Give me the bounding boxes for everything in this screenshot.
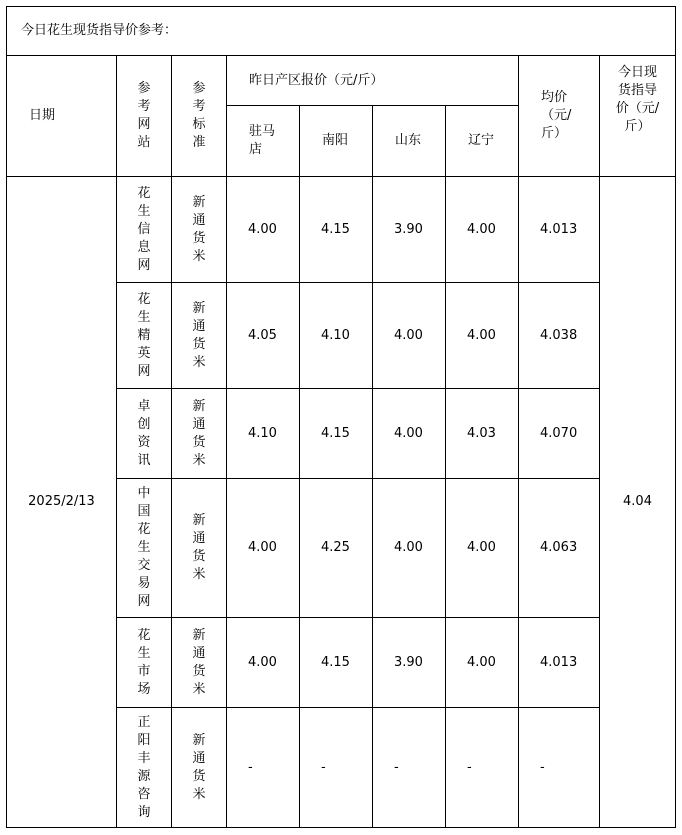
price-cell: 4.00 [227,618,300,708]
site-cell: 卓创资讯 [117,389,172,479]
price-cell: - [300,708,373,828]
header-avg: 均价（元/斤） [519,56,600,177]
table-caption: 今日花生现货指导价参考： [7,7,676,56]
price-cell: 4.00 [227,479,300,618]
price-table [6,6,676,828]
avg-cell: 4.013 [519,618,600,708]
standard-cell: 新通货米 [172,283,227,389]
avg-cell: 4.063 [519,479,600,618]
site-cell: 正阳丰源咨询 [117,708,172,828]
header-standard: 参考标准 [172,56,227,177]
header-region-shandong: 山东 [373,106,446,177]
header-region-zhumadian: 驻马店 [227,106,300,177]
price-cell: 4.15 [300,177,373,283]
avg-cell: 4.013 [519,177,600,283]
price-cell: 4.03 [446,389,519,479]
standard-cell: 新通货米 [172,618,227,708]
site-cell: 中国花生交易网 [117,479,172,618]
price-cell: 4.00 [227,177,300,283]
header-site: 参考网站 [117,56,172,177]
standard-cell: 新通货米 [172,708,227,828]
price-cell: 4.25 [300,479,373,618]
guide-price-cell: 4.04 [600,177,676,828]
date-cell: 2025/2/13 [7,177,117,828]
header-region-liaoning: 辽宁 [446,106,519,177]
site-cell: 花生信息网 [117,177,172,283]
price-cell: 4.10 [300,283,373,389]
price-cell: 4.00 [446,177,519,283]
table-row [7,177,676,283]
price-cell: 4.10 [227,389,300,479]
price-cell: 4.15 [300,389,373,479]
header-region-nanyang: 南阳 [300,106,373,177]
header-date: 日期 [7,56,117,177]
price-cell: - [227,708,300,828]
price-cell: 4.05 [227,283,300,389]
site-cell: 花生市场 [117,618,172,708]
price-cell: 4.00 [373,283,446,389]
price-cell: 4.00 [373,479,446,618]
header-yesterday-group: 昨日产区报价（元/斤） [227,56,519,106]
header-guide: 今日现货指导价（元/斤） [600,56,676,177]
standard-cell: 新通货米 [172,177,227,283]
price-cell: - [373,708,446,828]
avg-cell: 4.070 [519,389,600,479]
price-cell: 4.00 [446,283,519,389]
price-cell: 4.00 [446,479,519,618]
standard-cell: 新通货米 [172,389,227,479]
price-cell: - [446,708,519,828]
standard-cell: 新通货米 [172,479,227,618]
price-cell: 3.90 [373,177,446,283]
site-cell: 花生精英网 [117,283,172,389]
avg-cell: - [519,708,600,828]
price-cell: 4.00 [446,618,519,708]
price-cell: 4.00 [373,389,446,479]
price-cell: 3.90 [373,618,446,708]
price-cell: 4.15 [300,618,373,708]
avg-cell: 4.038 [519,283,600,389]
